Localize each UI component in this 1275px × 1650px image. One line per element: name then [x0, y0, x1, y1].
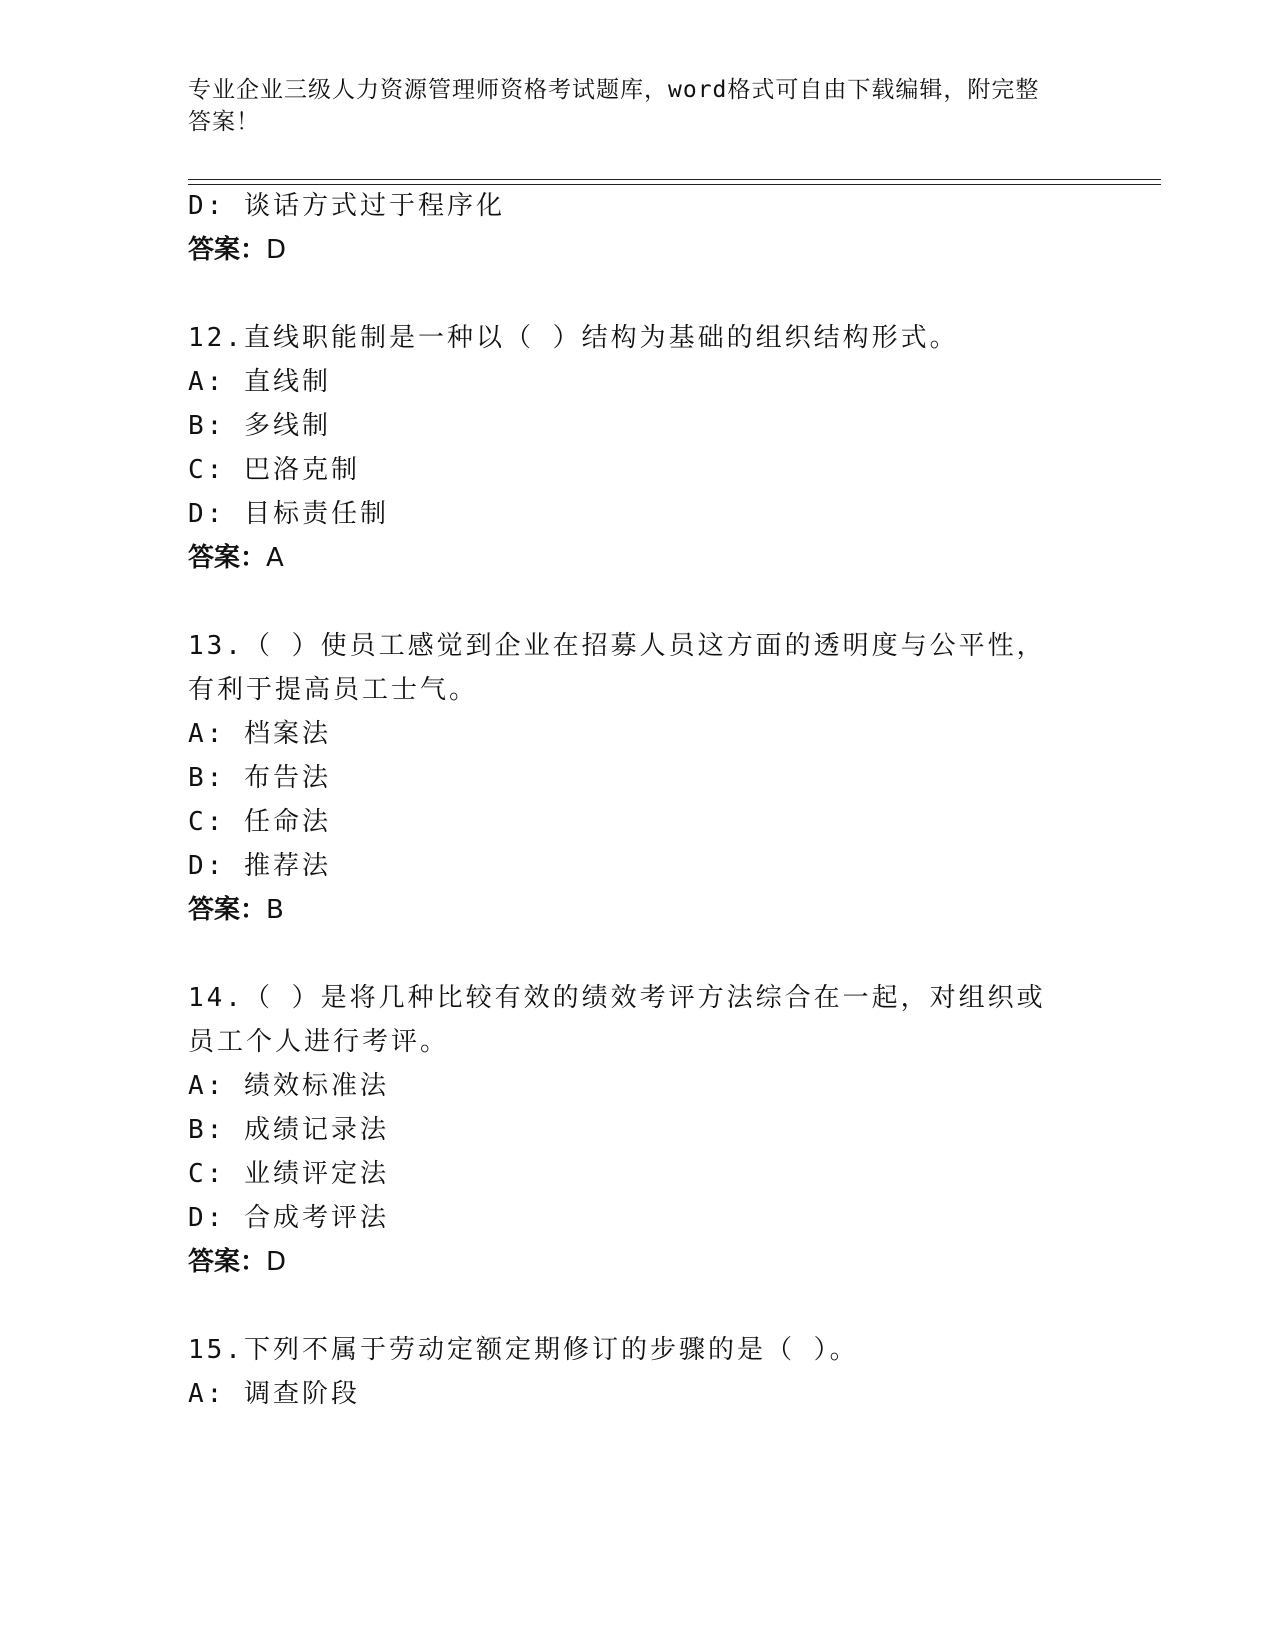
- q12-answer: [188, 542, 284, 574]
- page-header: [188, 74, 1088, 138]
- q13-option-d: D: 推荐法: [188, 851, 331, 881]
- q14-option-d: D: 合成考评法: [188, 1203, 389, 1233]
- answer-label: 答案：: [188, 543, 267, 573]
- q14-stem-line-1: 14.（ ）是将几种比较有效的绩效考评方法综合在一起，对组织或: [188, 983, 1046, 1013]
- q13-stem-line-2: 有利于提高员工士气。: [188, 675, 479, 705]
- q14-option-c: C: 业绩评定法: [188, 1159, 389, 1189]
- q15-option-a: A: 调查阶段: [188, 1379, 360, 1409]
- answer-label: 答案：: [188, 1247, 267, 1277]
- header-line-1: 专业企业三级人力资源管理师资格考试题库，word格式可自由下载编辑，附完整: [188, 77, 1040, 103]
- q14-answer: [188, 1246, 286, 1278]
- q13-stem-line-1: 13.（ ）使员工感觉到企业在招募人员这方面的透明度与公平性，: [188, 631, 1046, 661]
- q12-stem: 12.直线职能制是一种以（ ）结构为基础的组织结构形式。: [188, 323, 959, 353]
- answer-value: D: [266, 235, 287, 265]
- q13-option-a: A: 档案法: [188, 719, 331, 749]
- q14-option-a: A: 绩效标准法: [188, 1071, 389, 1101]
- q12-option-d: D: 目标责任制: [188, 499, 389, 529]
- header-rule-top: [188, 179, 1161, 180]
- q12-option-b: B: 多线制: [188, 411, 331, 441]
- q15-stem: 15.下列不属于劳动定额定期修订的步骤的是（ ）。: [188, 1335, 859, 1365]
- prev-option-d: D: 谈话方式过于程序化: [188, 191, 505, 221]
- answer-value: B: [266, 895, 284, 925]
- q14-option-b: B: 成绩记录法: [188, 1115, 389, 1145]
- q13-option-b: B: 布告法: [188, 763, 331, 793]
- q13-answer: [188, 894, 284, 926]
- q12-option-a: A: 直线制: [188, 367, 331, 397]
- header-line-2: 答案！: [188, 109, 260, 135]
- answer-value: A: [266, 543, 284, 573]
- prev-answer: [188, 234, 286, 266]
- q13-option-c: C: 任命法: [188, 807, 331, 837]
- answer-label: 答案：: [188, 235, 267, 265]
- answer-value: D: [266, 1247, 287, 1277]
- header-rule-bottom: [188, 184, 1161, 185]
- q12-option-c: C: 巴洛克制: [188, 455, 360, 485]
- q14-stem-line-2: 员工个人进行考评。: [188, 1027, 450, 1057]
- answer-label: 答案：: [188, 895, 267, 925]
